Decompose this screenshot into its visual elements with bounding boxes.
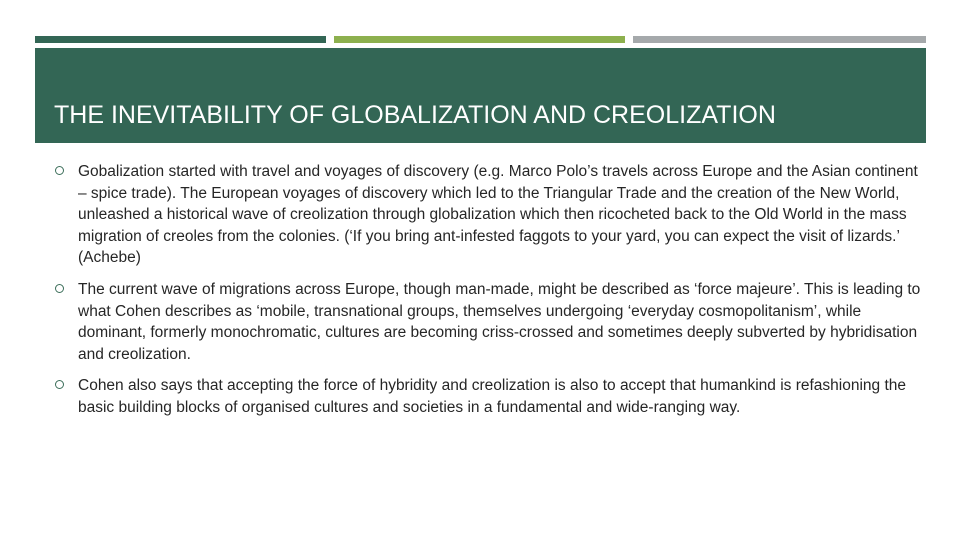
bullet-list bbox=[54, 161, 924, 429]
bullet-text: The current wave of migrations across Europe, though man-made, might be described as ‘force majeure’. This is leading to what Cohen describes as ‘mobile, transnational groups, themselves undergoing ‘everyday cosmopolitanism’, while dominant, formerly monochromatic, cultures are becoming criss-crossed and sometimes deeply subverted by hybridisation and creolization. bbox=[78, 280, 921, 363]
bullet-item bbox=[54, 375, 924, 418]
slide-title: THE INEVITABILITY OF GLOBALIZATION AND CREOLIZATION bbox=[54, 101, 776, 129]
title-band bbox=[35, 48, 926, 143]
circle-bullet-icon bbox=[55, 380, 64, 389]
bullet-item bbox=[54, 279, 924, 365]
bullet-item bbox=[54, 161, 924, 269]
bullet-text: Gobalization started with travel and voyages of discovery (e.g. Marco Polo’s travels across Europe and the Asian continent – spice trade). The European voyages of discovery which led to the Triangular Trade and the creation of the New World, unleashed a historical wave of creolization through globalization which then ricocheted back to the Old World in the mass migration of creoles from the colonies. (‘If you bring ant-infested faggots to your yard, you can expect the visit of lizards.’ (Achebe) bbox=[78, 163, 918, 267]
circle-bullet-icon bbox=[55, 166, 64, 175]
accent-bar-green-light bbox=[334, 36, 625, 43]
accent-bar-green-dark bbox=[35, 36, 326, 43]
bullet-text: Cohen also says that accepting the force of hybridity and creolization is also to accept that humankind is refashioning the basic building blocks of organised cultures and societies in a fundamental and wide-ranging way. bbox=[78, 377, 907, 416]
accent-bar-gray bbox=[633, 36, 926, 43]
circle-bullet-icon bbox=[55, 284, 64, 293]
